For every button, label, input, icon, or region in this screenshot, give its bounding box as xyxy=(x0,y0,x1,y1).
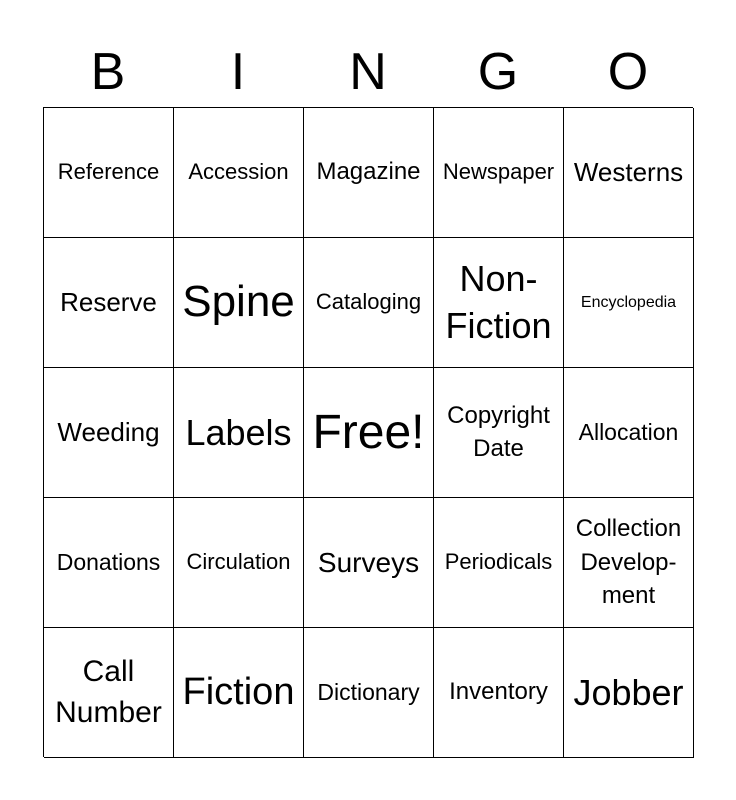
cell-label: Labels xyxy=(185,411,292,453)
cell-label: Cataloging xyxy=(315,289,422,315)
bingo-cell[interactable] xyxy=(44,628,174,758)
cell-label: Jobber xyxy=(573,671,684,713)
bingo-cell[interactable] xyxy=(434,238,564,368)
cell-label: Collection Develop- ment xyxy=(575,515,682,610)
bingo-cell[interactable] xyxy=(564,498,694,628)
bingo-cell[interactable] xyxy=(174,108,304,238)
bingo-cell[interactable] xyxy=(304,498,434,628)
cell-label: Allocation xyxy=(578,418,679,445)
bingo-cell[interactable] xyxy=(434,368,564,498)
cell-label: Circulation xyxy=(186,549,291,575)
bingo-cell[interactable] xyxy=(174,368,304,498)
bingo-cell[interactable] xyxy=(564,628,694,758)
cell-label: Dictionary xyxy=(317,678,420,705)
bingo-cell[interactable] xyxy=(44,238,174,368)
bingo-cell[interactable] xyxy=(304,628,434,758)
bingo-cell[interactable] xyxy=(434,108,564,238)
bingo-cell[interactable] xyxy=(564,108,694,238)
bingo-cell[interactable] xyxy=(44,498,174,628)
cell-label: Surveys xyxy=(317,546,420,578)
cell-label: Fiction xyxy=(182,670,295,713)
header-letter-i: I xyxy=(230,43,246,101)
cell-label: Reserve xyxy=(60,286,157,317)
cell-label: Westerns xyxy=(573,156,684,187)
cell-label: Inventory xyxy=(449,678,548,706)
cell-label: Newspaper xyxy=(442,159,555,185)
bingo-header xyxy=(43,40,693,104)
cell-label: Encyclopedia xyxy=(580,293,677,311)
header-letter-n: N xyxy=(349,43,387,101)
cell-label: Non- Fiction xyxy=(445,257,552,346)
header-letter-o: O xyxy=(607,43,649,101)
cell-label: Free! xyxy=(312,405,425,459)
bingo-cell[interactable] xyxy=(174,628,304,758)
cell-label: Copyright Date xyxy=(447,402,550,462)
header-letter-g: G xyxy=(477,43,519,101)
bingo-cell[interactable] xyxy=(304,108,434,238)
cell-label: Donations xyxy=(56,548,161,575)
cell-label: Weeding xyxy=(57,416,160,447)
bingo-board xyxy=(43,107,693,757)
bingo-cell[interactable] xyxy=(174,238,304,368)
cell-label: Reference xyxy=(57,159,160,185)
bingo-cell[interactable] xyxy=(434,628,564,758)
cell-label: Periodicals xyxy=(444,549,553,575)
header-letter-b: B xyxy=(90,43,126,101)
cell-label: Accession xyxy=(188,159,289,185)
bingo-cell[interactable] xyxy=(564,368,694,498)
bingo-cell[interactable] xyxy=(564,238,694,368)
bingo-cell[interactable] xyxy=(174,498,304,628)
cell-label: Magazine xyxy=(316,158,421,186)
bingo-cell[interactable] xyxy=(434,498,564,628)
bingo-cell[interactable] xyxy=(304,238,434,368)
bingo-cell[interactable] xyxy=(44,368,174,498)
bingo-cell[interactable] xyxy=(44,108,174,238)
cell-label: Spine xyxy=(182,277,295,327)
cell-label: Call Number xyxy=(55,655,162,729)
bingo-cell free-space[interactable] xyxy=(304,368,434,498)
